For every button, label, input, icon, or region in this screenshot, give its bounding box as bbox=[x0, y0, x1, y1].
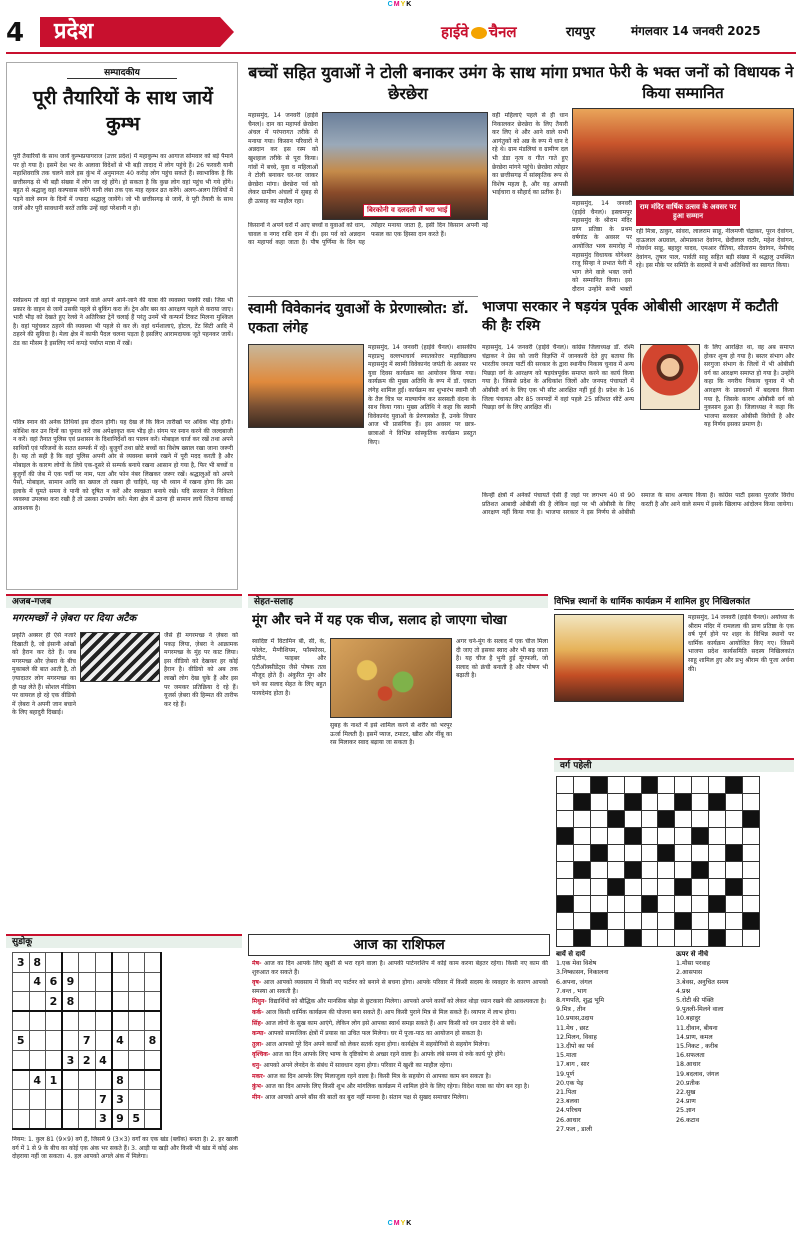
rashi-item bbox=[252, 979, 548, 996]
crossword-band: वर्ग पहेली bbox=[554, 758, 794, 772]
sudoku-cell[interactable]: 3 bbox=[95, 1109, 112, 1129]
sudoku-cell[interactable] bbox=[62, 953, 79, 973]
crossword-clue: 1.एक मेवा विशेष bbox=[556, 960, 597, 968]
crossword-clue: 23.बलवा bbox=[556, 1098, 580, 1106]
crossword-clue: 25.ज्ञान bbox=[676, 1107, 696, 1115]
sudoku-cell[interactable] bbox=[79, 992, 96, 1012]
rashi-text: आज आपको व्यवसाय में किसी नए पार्टनर को बनाने से बचना होगा। आपके परिवार में किसी सदस्य के व्यवहार के कारण आपको समस्या आ सकती है। bbox=[252, 979, 548, 995]
zebra-photo bbox=[80, 632, 160, 682]
bjp-column: के लिए आरक्षित था, वह अब समाप्त होकर शून्य हो गया है। बस्तर संभाग और सरगुजा संभाग के जिलों में भी ओबीसी वर्ग का आरक्षण समाप्त हो गया है। उन्होंने कहा कि नगरीय निकाय चुनाव में भी आरक्षण के प्रावधानों में बदलाव किया गया है, जिसके कारण ओबीसी वर्ग को नुकसान हुआ है। जिलाध्यक्ष ने कहा कि भाजपा सरकार ओबीसी विरोधी है और यह निर्णय इसका प्रमाण है। bbox=[704, 344, 794, 429]
vivekanand-photo bbox=[248, 344, 364, 428]
crossword-clue: 13.दीपो का पर्व bbox=[556, 1043, 594, 1051]
sudoku-cell[interactable] bbox=[46, 1031, 63, 1051]
crossword-down: ऊपर से नीचे 1.मौसा परवाह 2.आसपास 3.बेवस, अनुचित समय 4.प्रश्न 5.रोटी की पंक्ति 9.पुतली-मिलने वाला 10.बहादुर 11.दीवान, बीयना 14.प्राण, कमल 15.निकट , करीब 16.सफलता 18.आधार 19.बदलाव, जंगल 20.प्रतीक 22.सुख 24.प्राण 25.ज्ञान 26.कटाव bbox=[676, 950, 794, 1228]
rashi-text: आज लोगों के सुख काम आएंगे, लेकिन लोग इसे आपका स्वार्थ समझ सकते हैं। आप किसी को धन उधार देने से बचें। bbox=[265, 1019, 517, 1027]
sudoku-cell[interactable]: 5 bbox=[128, 1109, 145, 1129]
sudoku-cell[interactable] bbox=[145, 953, 162, 973]
rashi-item bbox=[252, 1041, 548, 1050]
sudoku-cell[interactable] bbox=[62, 1090, 79, 1110]
rashi-text: आज का दिन आपके लिए मिलाजुला रहने वाला है। किसी मित्र के सहयोग से आपका काम बन सकता है। bbox=[267, 1072, 491, 1080]
crossword-clue: 17.बाग , सार bbox=[556, 1061, 590, 1069]
editorial-paragraph: पवित्र स्नान की अनेक तिथियां इस दौरान होंगी। यह देख लें कि किन तारीखों पर अधिक भीड़ होगी। कोशिश कर उन दिनों का चुनाव करें जब अपेक्षाकृत कम भीड़ हो। संगम पर स्नान करने की जल्दबाजी न करें। वहां तैनात पुलिस एवं प्रशासन के दिशानिर्देशों का पालन करें। मोबाइल चार्ज कर रखें तथा अपने साथियों एवं परिजनों के सतत सम्पर्क में रहें। बुजुर्गों तथा छोटे बच्चों का विशेष ख्याल रखा जाना जरूरी है। यह तो सही है कि वहां पुलिस अपनी ओर से व्यवस्था बनाये रखने में पूरी मदद करती है और मोबाइल के कारण लोगों के लिये एक-दूसरे से सम्पर्क बनाये रखना आसान हो गया है, फिर भी बच्चों व बुजुर्गों की जेब में एक पर्ची पर नाम, पता और फोन नंबर लिखकर जरूर रखें। श्रद्धालुओं को अपने पैसों, मोबाइल, सामान आदि का ख्याल तो रखना ही चाहिये, यह भी ध्यान में रखना होगा कि उस इलाके में घूमते समय वे पानी को दूषित न करें और स्वच्छता बनाये रखें। यदि सरकार ने निकिता व्यवस्था उपलब्ध करा रखी है तो उसका उपयोग करें। मेला क्षेत्र में उतना ही सामान लायें जितना वाकई आवश्यक है। bbox=[13, 419, 233, 512]
crossword-clue: 12.मिलन, विवाह bbox=[556, 1033, 597, 1041]
sudoku-cell[interactable] bbox=[79, 1090, 96, 1110]
ajab-column: जैसे ही मगरमच्छ ने ज़ेबरा को पकड़ लिया, ज़ेबरा ने आक्रामक मगरमच्छ के मुंह पर काट लिया। इस वीडियो को देखकर हर कोई हैरान है। वीडियो को अब तक लाखों लोग देख चुके हैं और इस पर जमकर प्रतिक्रिया दे रहे हैं। यूजर्स ज़ेबरा की हिम्मत की तारीफ कर रहे हैं। bbox=[164, 632, 238, 708]
sudoku-cell[interactable] bbox=[112, 1051, 129, 1071]
eye-logo-icon bbox=[471, 27, 487, 39]
rashi-text: आज का दिन आपके लिए खुशी से भरा रहने वाला है। आपकी पार्टनरशिप में कोई काम करना बेहतर रहेगा। किसी नए काम की शुरुआत कर सकते हैं। bbox=[252, 960, 548, 976]
sudoku-cell[interactable] bbox=[46, 1090, 63, 1110]
prabhat-column: रही मित्रा, ठाकुर, सांवरा, लालराम साहू, नीलमणी चंद्राकर, पूरन देवांगन, दाऊलाल अग्रवाल, ओमप्रकाश देवांगन, छेदीलाल राठौर, महेश देवांगन, गोवर्धन साहू, बहादुर यादव, एमआर रौतिया, सीताराम देवांगन, नेमीचंद देवांगन, तुषार पाल, पार्वती साहू सहित बड़ी संख्या में श्रद्धालु उपस्थित रहे। इस मौके पर समिति के सदस्यों ने सभी अतिथियों का स्वागत किया। bbox=[636, 228, 794, 270]
bjp-column: किन्हीं क्षेत्रों में अनेकों पंचायतें ऐसी हैं जहां पर लगभग 40 से 90 प्रतिशत आबादी ओबीसी की है लेकिन वहां पर भी ओबीसी के लिए आरक्षण नहीं किया गया है। भाजपा सरकार ने इस निर्णय से ओबीसी समाज के साथ अन्याय किया है। कांग्रेस पार्टी इसका पुरजोर विरोध करती है और आने वाले समय में इसके खिलाफ आंदोलन किया जायेगा। bbox=[482, 492, 794, 517]
sudoku-cell[interactable] bbox=[95, 992, 112, 1012]
rashi-text: आज किसी धार्मिक कार्यक्रम की योजना बना सकते हैं। आप किसी पुराने मित्र से मिल सकते हैं। व्यापार में लाभ होगा। bbox=[265, 1008, 517, 1016]
sudoku-cell[interactable] bbox=[128, 1031, 145, 1051]
sudoku-cell[interactable] bbox=[95, 1011, 112, 1031]
sudoku-cell[interactable]: 4 bbox=[112, 1031, 129, 1051]
kids-headline: बच्चों सहित युवाओं ने टोली बनाकर उमंग के साथ मांगा छेरछेरा bbox=[248, 63, 568, 103]
crossword-clue: 8.गणपति, शुद्ध भूमि bbox=[556, 997, 605, 1005]
sudoku-cell[interactable] bbox=[46, 953, 63, 973]
sudoku-cell[interactable] bbox=[145, 1109, 162, 1129]
sudoku-cell[interactable] bbox=[62, 1070, 79, 1090]
cmyk-strip-top: CMYK bbox=[387, 1, 413, 8]
rashi-item bbox=[252, 1009, 548, 1018]
edition-city: रायपुर bbox=[566, 25, 595, 40]
ajab-band: अजब-गजब bbox=[6, 594, 242, 608]
sudoku-cell[interactable] bbox=[112, 953, 129, 973]
sudoku-cell[interactable]: 8 bbox=[145, 1031, 162, 1051]
sudoku-cell[interactable] bbox=[112, 992, 129, 1012]
crossword-clue: 15.निकट , करीब bbox=[676, 1043, 718, 1051]
kids-column: किसानों ने अपने घरों में आए बच्चों व युवाओं को धान, चावल व नगद राशि दान में दी। इस पर्व को अन्नदान का महापर्व कहा जाता है। पौष पूर्णिमा के दिन यह त्योहार मनाया जाता है, इसी दिन किसान अपनी नई फसल का एक हिस्सा दान करते हैं। bbox=[248, 222, 488, 247]
sudoku-cell[interactable] bbox=[95, 1031, 112, 1051]
sudoku-cell[interactable]: 6 bbox=[46, 972, 63, 992]
rashi-name: वृश्चिक- bbox=[252, 1051, 271, 1059]
crossword-clue: 24.प्राण bbox=[676, 1098, 696, 1106]
sudoku-cell[interactable] bbox=[13, 1051, 30, 1071]
sudoku-cell[interactable] bbox=[112, 1011, 129, 1031]
crossword-clue: 21.पिता bbox=[556, 1089, 577, 1097]
sudoku-band: सुडोकू bbox=[6, 934, 242, 948]
kids-column: महासमुंद, 14 जनवरी (हाईवे चैनल)। दान का महापर्व छेरछेरा अंचल में परंपरागत तरीके से मनाया गया। किसान परिवारों ने अन्नदान कर इस रस्म को खुशहाल तरीके से पूरा किया। गांवों में बच्चे, युवा व महिलाओं ने टोली बनाकर घर-घर जाकर छेरछेरा मांगा। छेरछेरा पर्व को लेकर ग्रामीण अंचलों में सुबह से ही उत्साह का माहौल रहा। bbox=[248, 112, 318, 205]
sudoku-cell[interactable] bbox=[46, 1051, 63, 1071]
sudoku-cell[interactable] bbox=[128, 1051, 145, 1071]
prabhat-photo bbox=[572, 108, 794, 196]
sudoku-cell[interactable] bbox=[79, 972, 96, 992]
rashi-name: कन्या- bbox=[252, 1030, 266, 1038]
crossword-clue: 14.प्राण, कमल bbox=[676, 1033, 713, 1041]
health-band: सेहत-सलाह bbox=[248, 594, 548, 608]
crossword-clue: 19.पूर्ण bbox=[556, 1070, 575, 1078]
crossword-clue: 10.बहादुर bbox=[676, 1015, 701, 1023]
editorial-column bbox=[6, 62, 238, 590]
rashi-name: कुंभ- bbox=[252, 1083, 264, 1091]
sudoku-cell[interactable] bbox=[128, 953, 145, 973]
crossword-across: बायें से दायें 1.एक मेवा विशेष 3.निष्कासन, निकालना 6.अपना, जंगल 7.वन्त , भाग 8.गणपति, शुद्ध भूमि 9.मित्र , तीन 10.प्रयास,उदाय 11.मेघ , छाट 12.मिलन, विवाह 13.दीपो का पर्व 15.माता 17.बाग , सार 19.पूर्ण 20.एक पेड़ 21.पिता 23.बलवा 24.परिचय 26.आधार 27.फल , डाली bbox=[556, 950, 674, 1228]
crossword-clue: 10.प्रयास,उदाय bbox=[556, 1015, 594, 1023]
prabhat-headline: प्रभात फेरी के भक्त जनों को विधायक ने किया सम्मानित bbox=[572, 63, 794, 102]
rashi-item bbox=[252, 1030, 548, 1039]
sudoku-cell[interactable] bbox=[62, 1011, 79, 1031]
prabhat-subheadline: राम मंदिर वार्षिक उत्सव के अवसर पर हुआ सम्मान bbox=[636, 200, 740, 226]
sudoku-cell[interactable] bbox=[46, 1109, 63, 1129]
salad-photo bbox=[330, 638, 452, 718]
vivekanand-headline: स्वामी विवेकानंद युवाओं के प्रेरणास्त्रोत: डॉ. एकता लंगेह bbox=[248, 301, 469, 336]
sudoku-cell[interactable]: 2 bbox=[46, 992, 63, 1012]
rashifal-title: आज का राशिफल bbox=[248, 934, 550, 956]
health-column: सुबह के नाश्ते में इसे शामिल करने से शरीर को भरपूर ऊर्जा मिलती है। इसमें प्याज, टमाटर, खीरा और नींबू का रस मिलाकर स्वाद बढ़ाया जा सकता है। bbox=[330, 722, 452, 747]
sudoku-cell[interactable] bbox=[79, 953, 96, 973]
rashi-text: आज का दिन आपके लिए किसी शुभ और मांगलिक कार्यक्रम में शामिल होने के लिए रहेगा। विदेश यात्रा का योग बन रहा है। bbox=[265, 1083, 530, 1091]
rashi-item bbox=[252, 998, 548, 1007]
crossword-clue: 11.मेघ , छाट bbox=[556, 1024, 589, 1032]
crossword-clue: 6.अपना, जंगल bbox=[556, 978, 593, 986]
sudoku-cell[interactable] bbox=[29, 1031, 46, 1051]
sudoku-cell[interactable] bbox=[13, 1011, 30, 1031]
rashi-item bbox=[252, 1051, 548, 1060]
rashi-name: तुला- bbox=[252, 1040, 264, 1048]
sudoku-cell[interactable] bbox=[145, 1011, 162, 1031]
rashi-name: मिथुन- bbox=[252, 998, 267, 1006]
sudoku-cell[interactable]: 7 bbox=[95, 1090, 112, 1110]
sudoku-cell[interactable] bbox=[79, 1011, 96, 1031]
sudoku-cell[interactable]: 9 bbox=[62, 972, 79, 992]
sudoku-cell[interactable] bbox=[112, 972, 129, 992]
sudoku-cell[interactable]: 4 bbox=[29, 1070, 46, 1090]
sudoku-cell[interactable]: 3 bbox=[112, 1090, 129, 1110]
sudoku-cell[interactable]: 4 bbox=[29, 972, 46, 992]
sudoku-cell[interactable] bbox=[29, 1011, 46, 1031]
rashi-item bbox=[252, 1094, 548, 1103]
rashi-name: कर्क- bbox=[252, 1008, 264, 1016]
crossword-clue: 11.दीवान, बीयना bbox=[676, 1024, 718, 1032]
crossword-clue: 22.सुख bbox=[676, 1089, 696, 1097]
sudoku-cell[interactable] bbox=[29, 1109, 46, 1129]
religious-headline: विभिन्न स्थानों के धार्मिक कार्यक्रम में शामिल हुए निखिलकांत bbox=[554, 596, 794, 610]
religious-body: महासमुंद, 14 जनवरी (हाईवे चैनल)। अयोध्या के श्रीराम मंदिर में रामलला की प्राण प्रतिष्ठा के एक वर्ष पूर्ण होने पर शहर के विभिन्न स्थानों पर धार्मिक कार्यक्रम आयोजित किए गए। जिसमें भाजपा प्रदेश कार्यसमिति सदस्य निखिलकांत साहू शामिल हुए और प्रभु श्रीराम की पूजा अर्चना की। bbox=[688, 614, 794, 673]
crossword-clue: 9.पुतली-मिलने वाला bbox=[676, 1006, 724, 1014]
rashi-item bbox=[252, 960, 548, 977]
rashi-name: सिंह- bbox=[252, 1019, 264, 1027]
sudoku-cell[interactable] bbox=[79, 1070, 96, 1090]
divider bbox=[248, 296, 478, 297]
ajab-headline: मगरमच्छों ने ज़ेबरा पर दिया अटैक bbox=[12, 613, 137, 624]
crossword-clue: 15.माता bbox=[556, 1052, 577, 1060]
sudoku-cell[interactable] bbox=[13, 1070, 30, 1090]
sudoku-cell[interactable] bbox=[95, 953, 112, 973]
sudoku-cell[interactable] bbox=[13, 972, 30, 992]
rashi-item bbox=[252, 1073, 548, 1082]
sudoku-cell[interactable]: 5 bbox=[13, 1031, 30, 1051]
sudoku-cell[interactable]: 7 bbox=[79, 1031, 96, 1051]
crossword-clue: 16.सफलता bbox=[676, 1052, 705, 1060]
sudoku-cell[interactable]: 8 bbox=[112, 1070, 129, 1090]
kids-column: वही महिलाएं पहले से ही धान निकालकर छेरछेरा के लिए तैयारी कर लिए थे और आने वाले सभी आगंतुकों को अन्न के रूप में धान दे रहे थे। ग्राम मंडलियां व ग्रामीण दल भी डंडा नृत्य व गीत गाते हुए छेरछेरा मांगने पहुंचे। छेरछेरा त्योहार का छत्तीसगढ़ में सांस्कृतिक रूप से विशेष महत्व है, और यह आपसी भाईचारा व सौहार्द का प्रतीक है। bbox=[492, 112, 568, 197]
sudoku-cell[interactable] bbox=[145, 1090, 162, 1110]
health-column: अगर चने-मूंग के सलाद में एक चीज मिला दी जाए तो इसका स्वाद और भी बढ़ जाता है। यह चीज है भुनी हुई मूंगफली, जो सलाद को क्रंची बनाती है और पोषण भी बढ़ाती है। bbox=[456, 638, 548, 680]
sudoku-cell[interactable]: 1 bbox=[46, 1070, 63, 1090]
sudoku-cell[interactable]: 4 bbox=[95, 1051, 112, 1071]
rashi-text: आपको अपने लेनदेन के संबंध में सावधान रहना होगा। परिवार में खुशी का माहौल रहेगा। bbox=[263, 1061, 453, 1069]
newspaper-brand: हाईवे चैनल bbox=[441, 23, 517, 41]
sudoku-cell[interactable] bbox=[79, 1109, 96, 1129]
crossword-clue: 18.आधार bbox=[676, 1061, 701, 1069]
sudoku-cell[interactable] bbox=[29, 992, 46, 1012]
crossword-clue: 7.वन्त , भाग bbox=[556, 987, 587, 995]
sudoku-cell[interactable] bbox=[29, 1090, 46, 1110]
sudoku-cell[interactable] bbox=[128, 1090, 145, 1110]
sudoku-cell[interactable] bbox=[145, 1051, 162, 1071]
crossword-clue: 19.बदलाव, जंगल bbox=[676, 1070, 719, 1078]
crossword-clue: 1.मौसा परवाह bbox=[676, 960, 710, 968]
sudoku-cell[interactable] bbox=[62, 1109, 79, 1129]
section-title: प्रदेश bbox=[40, 17, 220, 47]
page-number: 4 bbox=[6, 18, 25, 48]
editorial-label: सम्पादकीय bbox=[67, 67, 177, 79]
crossword-clue: 26.कटाव bbox=[676, 1116, 700, 1124]
religious-photo bbox=[554, 614, 684, 702]
rashi-text: आज का दिन आपके लिए भाग्य के दृष्टिकोण से अच्छा रहने वाला है। आपके लंबे समय से रुके कार्य पूरे होंगे। bbox=[272, 1051, 506, 1059]
crossword-grid[interactable] bbox=[556, 776, 760, 947]
rashi-name: धनु- bbox=[252, 1061, 262, 1069]
rashi-item bbox=[252, 1083, 548, 1092]
edition-date: मंगलवार 14 जनवरी 2025 bbox=[631, 24, 761, 38]
rashi-name: मेष- bbox=[252, 960, 262, 967]
crossword-clue: 3.बेवस, अनुचित समय bbox=[676, 978, 729, 986]
crossword-clue: 20.प्रतीक bbox=[676, 1079, 700, 1087]
sudoku-cell[interactable] bbox=[145, 1070, 162, 1090]
rashmi-portrait bbox=[640, 344, 700, 410]
health-column: स्वादिष्ट में विटामिन बी, सी, के, फोलेट, मैग्नीशियम, फॉस्फोरस, प्रोटीन, फाइबर और एंटीऑक्सीडेंट्स जैसे पोषक तत्व मौजूद होते हैं। अंकुरित मूंग और चने का सलाद सेहत के लिए बहुत फायदेमंद होता है। bbox=[252, 638, 326, 697]
crossword-clue: 2.आसपास bbox=[676, 969, 703, 977]
vivekanand-body: महासमुंद, 14 जनवरी (हाईवे चैनल)। शासकीय महाप्रभु वल्लभाचार्य स्नातकोत्तर महाविद्यालय महासमुंद में स्वामी विवेकानंद जयंती के अवसर पर युवा दिवस कार्यक्रम का आयोजन किया गया। कार्यक्रम की मुख्य अतिथि के रूप में डॉ. एकता लंगेह शामिल हुईं। कार्यक्रम का शुभारंभ स्वामी जी के तैल चित्र पर माल्यार्पण कर सरस्वती वंदना के साथ किया गया। मुख्य अतिथि ने कहा कि स्वामी विवेकानंद युवाओं के प्रेरणास्त्रोत हैं, उनके विचार आज भी प्रासंगिक हैं। इस अवसर पर छात्र-छात्राओं ने विभिन्न सांस्कृतिक कार्यक्रम प्रस्तुत किए। bbox=[368, 344, 476, 446]
sudoku-cell[interactable] bbox=[95, 1070, 112, 1090]
sudoku-cell[interactable]: 3 bbox=[62, 1051, 79, 1071]
rashi-item bbox=[252, 1020, 548, 1029]
sudoku-cell[interactable]: 9 bbox=[112, 1109, 129, 1129]
rashifal-list bbox=[252, 960, 548, 1218]
sudoku-grid[interactable] bbox=[12, 952, 162, 1130]
sudoku-cell[interactable]: 3 bbox=[13, 953, 30, 973]
sudoku-cell[interactable] bbox=[13, 992, 30, 1012]
sudoku-cell[interactable] bbox=[62, 1031, 79, 1051]
sudoku-cell[interactable] bbox=[13, 1090, 30, 1110]
rashi-text: आपको सामाजिक क्षेत्रों में प्रयास का उचित फल मिलेगा। घर में पूजा-पाठ का आयोजन हो सकता है। bbox=[267, 1030, 483, 1038]
masthead bbox=[6, 14, 796, 54]
sudoku-cell[interactable] bbox=[128, 1011, 145, 1031]
sudoku-cell[interactable] bbox=[95, 972, 112, 992]
sudoku-cell[interactable] bbox=[128, 1070, 145, 1090]
sudoku-rules: नियम: 1. कुल 81 (9×9) वर्ग हैं, जिसमें 9 (3×3) वर्गों का एक खंड (ब्लॉक) बनता है। 2. हर खाली वर्ग में 1 से 9 के बीच का कोई एक अंक भर सकते हैं। 3. आड़ी या खड़ी और किसी भी खंड में कोई अंक दोहराया नहीं जा सकता। 4. हल आपको अगले अंक में मिलेगा। bbox=[12, 1136, 238, 1161]
photo-caption: बिरकोनी व दलदली में भरा भाई bbox=[363, 204, 451, 217]
sudoku-cell[interactable] bbox=[29, 1051, 46, 1071]
crossword-clue: 20.एक पेड़ bbox=[556, 1079, 584, 1087]
rashi-name: मकर- bbox=[252, 1072, 266, 1080]
crossword-clue: 26.आधार bbox=[556, 1116, 581, 1124]
bjp-headline: भाजपा सरकार ने षड़यंत्र पूर्वक ओबीसी आरक्षण में कटौती की हैः रश्मि bbox=[482, 299, 779, 334]
rashi-name: वृष- bbox=[252, 979, 262, 987]
ajab-column: प्रकृति अक्सर ही ऐसे नजारे दिखाती है, जो इंसानी आंखों को हैरान कर देते हैं। जब मगरमच्छ और ज़ेबरा के बीच मुकाबले की बात आती है, तो ज़्यादातर लोग मगरमच्छ का ही पक्ष लेते हैं। सोशल मीडिया पर वायरल हो रहे एक वीडियो में ज़ेबरा ने अपनी जान बचाने के लिए बहादुरी दिखाई। bbox=[12, 632, 76, 717]
editorial-title: पूरी तैयारियों के साथ जायें कुम्भ bbox=[33, 87, 213, 135]
rashi-text: आज आपको पूरे दिन अपने कार्यों को लेकर सतर्क रहना होगा। कार्यक्षेत्र में सहयोगियों से सहयोग मिलेगा। bbox=[265, 1040, 490, 1048]
crossword-clue: 3.निष्कासन, निकालना bbox=[556, 969, 609, 977]
editorial-paragraph: सर्वप्रथम तो वहां से महाकुम्भ जाने वाले अपने आने-जाने की यात्रा की व्यवस्था पक्की रखें। जिस भी प्रकार के वाहन से जायें उसकी पहले से बुकिंग करा लें। ट्रेन और बस का आरक्षण पहले से कराया जाए। भारी भीड़ को देखते हुए रेलवे ने अतिरिक्त ट्रेनें चलाई हैं परंतु उनमें भी कन्फर्म टिकट मिलना मुश्किल है। वहां पहुंचकर ठहरने की व्यवस्था भी पहले से कर लें। वहां धर्मशालाएं, होटल, टेंट सिटी आदि में ठहरने की सुविधा है। मेला क्षेत्र में काफी पैदल चलना पड़ता है इसलिए आरामदायक जूते पहनकर जायें। ठंड का मौसम है इसलिए गर्म कपड़े पर्याप्त मात्रा में रखें। bbox=[13, 297, 233, 347]
rashi-text: विद्यार्थियों को बौद्धिक और मानसिक बोझ से छुटकारा मिलेगा। आपको अपने कार्यों को लेकर थोड़ा ध्यान रखने की आवश्यकता है। bbox=[268, 998, 547, 1006]
rashi-name: मीन- bbox=[252, 1093, 263, 1101]
editorial-paragraph: पूरी तैयारियों के साथ जायें कुम्भप्रयागराज (उत्तर प्रदेश) में महाकुम्भ का आगाज सोमवार को बड़े पैमाने पर हो गया है। इसमें देश भर के अलावा विदेशों से भी बड़ी तादाद में लोग पहुंचे हैं। 26 फरवरी यानी महाशिवरात्रि तक चलने वाले इस कुंभ में अनुमानतः 40 करोड़ लोग पहुंच सकते हैं। स्वाभाविक है कि छत्तीसगढ़ से भी बड़ी संख्या में लोग जा रहे होंगे। हो सकता है कि कुछ लोग वहां पहुंच भी गये होंगे। बहुत से श्रद्धालु वहां कल्पवास करेंगे यानी लंबा तक एक माह रहकर व्रत करेंगे। अलग-अलग तिथियों में पड़ने वाले स्नान के दिनों में ज्यादा श्रद्धालु जायेंगे। जो भी छत्तीसगढ़ से जायें, वे पूरी तैयारी के साथ जायें और पूरी सावधानी बरतें ताकि उन्हें वहां परेशानी न हो। bbox=[13, 153, 233, 212]
sudoku-cell[interactable]: 2 bbox=[79, 1051, 96, 1071]
crossword-clue: 24.परिचय bbox=[556, 1107, 582, 1115]
rashi-item bbox=[252, 1062, 548, 1071]
cmyk-strip-bottom: CMYK bbox=[387, 1220, 413, 1227]
crossword-clue: 4.प्रश्न bbox=[676, 987, 691, 995]
sudoku-cell[interactable]: 8 bbox=[62, 992, 79, 1012]
sudoku-cell[interactable] bbox=[128, 972, 145, 992]
sudoku-cell[interactable] bbox=[46, 1011, 63, 1031]
bjp-column: महासमुंद, 14 जनवरी (हाईवे चैनल)। कांग्रेस जिलाध्यक्ष डॉ. रश्मि चंद्राकर ने प्रेस को जारी विज्ञप्ति में जानकारी देते हुए बताया कि भारतीय जनता पार्टी की सरकार के द्वारा स्थानीय निकाय चुनाव में अन्य पिछड़ा वर्ग के आरक्षण को षड़यंत्रपूर्वक समाप्त करने का कार्य किया गया है। जिससे प्रदेश के अधिकांश जिलों और जनपद पंचायतों में ओबीसी वर्ग के लिए एक भी सीट आरक्षित नहीं हुई है। प्रदेश के 16 जिला पंचायत और 85 जनपदों में वहां पहले 25 प्रतिशत सीटें अन्य पिछड़ा वर्ग के लिए आरक्षित थीं। bbox=[482, 344, 634, 412]
crossword-clue: 27.फल , डाली bbox=[556, 1125, 593, 1133]
crossword-clue: 5.रोटी की पंक्ति bbox=[676, 997, 714, 1005]
rashi-text: आज आपको अपने बॉस की बातों का बुरा नहीं मानना है। संतान पक्ष से सुखद समाचार मिलेगा। bbox=[264, 1093, 469, 1101]
sudoku-cell[interactable] bbox=[145, 992, 162, 1012]
sudoku-cell[interactable] bbox=[128, 992, 145, 1012]
sudoku-cell[interactable]: 8 bbox=[29, 953, 46, 973]
health-headline: मूंग और चने में यह एक चीज, सलाद हो जाएगा चोखा bbox=[252, 613, 507, 628]
crossword-clue: 9.मित्र , तीन bbox=[556, 1006, 586, 1014]
sudoku-cell[interactable] bbox=[13, 1109, 30, 1129]
sudoku-cell[interactable] bbox=[145, 972, 162, 992]
prabhat-column: महासमुंद, 14 जनवरी (हाईवे चैनल)। इस्लामपुर महासमुंद के श्रीराम मंदिर प्राण प्रतिष्ठा के प्रथम वर्षगांठ के अवसर पर आयोजित भव्य समारोह में महासमुंद विधायक योगेश्वर राजू सिन्हा ने प्रभात फेरी में भाग लेने वाले भक्त जनों को सम्मानित किया। इस दौरान उन्होंने सभी भक्तों bbox=[572, 200, 632, 292]
kids-photo bbox=[322, 112, 488, 220]
